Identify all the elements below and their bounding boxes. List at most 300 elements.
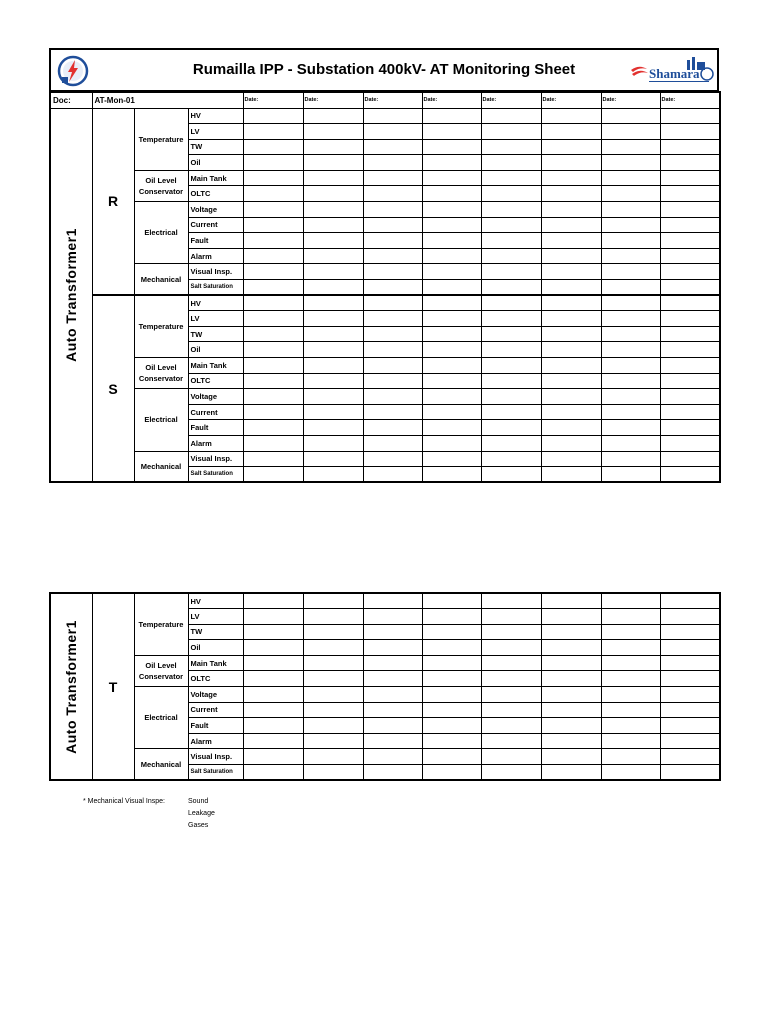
data-cell[interactable] <box>601 155 660 171</box>
date-header[interactable]: Date: <box>422 92 481 108</box>
data-cell[interactable] <box>541 624 601 640</box>
data-cell[interactable] <box>243 358 303 374</box>
data-cell[interactable] <box>601 280 660 296</box>
data-cell[interactable] <box>303 593 363 609</box>
data-cell[interactable] <box>363 202 422 218</box>
data-cell[interactable] <box>541 687 601 703</box>
data-cell[interactable] <box>601 389 660 405</box>
data-cell[interactable] <box>660 170 720 186</box>
data-cell[interactable] <box>481 593 541 609</box>
data-cell[interactable] <box>363 155 422 171</box>
data-cell[interactable] <box>481 467 541 483</box>
data-cell[interactable] <box>660 311 720 327</box>
data-cell[interactable] <box>422 624 481 640</box>
data-cell[interactable] <box>660 671 720 687</box>
category-electrical: Electrical <box>134 389 188 451</box>
data-cell[interactable] <box>243 765 303 781</box>
data-cell[interactable] <box>422 373 481 389</box>
data-cell[interactable] <box>363 217 422 233</box>
data-cell[interactable] <box>303 765 363 781</box>
data-cell[interactable] <box>481 702 541 718</box>
data-cell[interactable] <box>303 311 363 327</box>
data-cell[interactable] <box>243 264 303 280</box>
data-cell[interactable] <box>243 342 303 358</box>
data-cell[interactable] <box>422 671 481 687</box>
data-cell[interactable] <box>481 687 541 703</box>
data-cell[interactable] <box>363 593 422 609</box>
data-cell[interactable] <box>660 420 720 436</box>
data-cell[interactable] <box>660 718 720 734</box>
data-cell[interactable] <box>541 217 601 233</box>
data-cell[interactable] <box>422 451 481 467</box>
data-cell[interactable] <box>481 233 541 249</box>
data-cell[interactable] <box>481 655 541 671</box>
date-header[interactable]: Date: <box>243 92 303 108</box>
data-cell[interactable] <box>541 749 601 765</box>
data-cell[interactable] <box>601 373 660 389</box>
data-cell[interactable] <box>601 358 660 374</box>
data-cell[interactable] <box>601 264 660 280</box>
data-cell[interactable] <box>303 687 363 703</box>
data-cell[interactable] <box>303 435 363 451</box>
data-cell[interactable] <box>422 124 481 140</box>
data-cell[interactable] <box>481 404 541 420</box>
data-cell[interactable] <box>243 108 303 124</box>
data-cell[interactable] <box>422 248 481 264</box>
data-cell[interactable] <box>303 186 363 202</box>
data-cell[interactable] <box>243 609 303 625</box>
data-cell[interactable] <box>481 295 541 311</box>
category-oil-level: Oil Level Conservator <box>134 358 188 389</box>
data-cell[interactable] <box>481 733 541 749</box>
data-cell[interactable] <box>481 342 541 358</box>
data-cell[interactable] <box>363 733 422 749</box>
data-cell[interactable] <box>601 311 660 327</box>
data-cell[interactable] <box>601 671 660 687</box>
data-cell[interactable] <box>363 655 422 671</box>
data-cell[interactable] <box>303 217 363 233</box>
data-cell[interactable] <box>660 295 720 311</box>
data-cell[interactable] <box>660 640 720 656</box>
data-cell[interactable] <box>541 108 601 124</box>
data-cell[interactable] <box>363 186 422 202</box>
data-cell[interactable] <box>303 404 363 420</box>
data-cell[interactable] <box>660 280 720 296</box>
data-cell[interactable] <box>303 451 363 467</box>
data-cell[interactable] <box>363 139 422 155</box>
data-cell[interactable] <box>363 264 422 280</box>
data-cell[interactable] <box>601 202 660 218</box>
data-cell[interactable] <box>303 358 363 374</box>
date-header[interactable]: Date: <box>541 92 601 108</box>
data-cell[interactable] <box>541 640 601 656</box>
data-cell[interactable] <box>660 233 720 249</box>
data-cell[interactable] <box>243 186 303 202</box>
data-cell[interactable] <box>243 451 303 467</box>
data-cell[interactable] <box>243 467 303 483</box>
data-cell[interactable] <box>541 202 601 218</box>
data-cell[interactable] <box>363 124 422 140</box>
data-cell[interactable] <box>422 765 481 781</box>
data-cell[interactable] <box>243 671 303 687</box>
data-cell[interactable] <box>660 202 720 218</box>
data-cell[interactable] <box>422 655 481 671</box>
data-cell[interactable] <box>601 593 660 609</box>
data-cell[interactable] <box>660 749 720 765</box>
data-cell[interactable] <box>541 233 601 249</box>
data-cell[interactable] <box>422 217 481 233</box>
data-cell[interactable] <box>481 358 541 374</box>
data-cell[interactable] <box>243 435 303 451</box>
date-header[interactable]: Date: <box>363 92 422 108</box>
data-cell[interactable] <box>363 358 422 374</box>
data-cell[interactable] <box>541 155 601 171</box>
data-cell[interactable] <box>363 108 422 124</box>
data-cell[interactable] <box>601 687 660 703</box>
data-cell[interactable] <box>243 749 303 765</box>
data-cell[interactable] <box>601 124 660 140</box>
data-cell[interactable] <box>363 233 422 249</box>
data-cell[interactable] <box>422 326 481 342</box>
data-cell[interactable] <box>660 217 720 233</box>
data-cell[interactable] <box>601 108 660 124</box>
data-cell[interactable] <box>303 170 363 186</box>
data-cell[interactable] <box>363 373 422 389</box>
data-cell[interactable] <box>363 420 422 436</box>
data-cell[interactable] <box>422 749 481 765</box>
data-cell[interactable] <box>601 295 660 311</box>
data-cell[interactable] <box>303 233 363 249</box>
data-cell[interactable] <box>541 280 601 296</box>
data-cell[interactable] <box>660 687 720 703</box>
data-cell[interactable] <box>481 389 541 405</box>
data-cell[interactable] <box>601 404 660 420</box>
data-cell[interactable] <box>660 326 720 342</box>
data-cell[interactable] <box>481 108 541 124</box>
data-cell[interactable] <box>243 326 303 342</box>
data-cell[interactable] <box>481 280 541 296</box>
data-cell[interactable] <box>363 671 422 687</box>
data-cell[interactable] <box>601 451 660 467</box>
data-cell[interactable] <box>243 124 303 140</box>
data-cell[interactable] <box>303 655 363 671</box>
data-cell[interactable] <box>541 248 601 264</box>
data-cell[interactable] <box>601 718 660 734</box>
data-cell[interactable] <box>243 311 303 327</box>
data-cell[interactable] <box>481 155 541 171</box>
data-cell[interactable] <box>601 342 660 358</box>
data-cell[interactable] <box>303 702 363 718</box>
data-cell[interactable] <box>541 124 601 140</box>
data-cell[interactable] <box>481 124 541 140</box>
data-cell[interactable] <box>422 420 481 436</box>
data-cell[interactable] <box>363 435 422 451</box>
data-cell[interactable] <box>481 624 541 640</box>
date-header[interactable]: Date: <box>601 92 660 108</box>
data-cell[interactable] <box>363 467 422 483</box>
data-cell[interactable] <box>422 108 481 124</box>
data-cell[interactable] <box>303 640 363 656</box>
data-cell[interactable] <box>601 217 660 233</box>
data-cell[interactable] <box>541 264 601 280</box>
data-cell[interactable] <box>660 389 720 405</box>
data-cell[interactable] <box>541 358 601 374</box>
data-cell[interactable] <box>601 248 660 264</box>
data-cell[interactable] <box>481 248 541 264</box>
data-cell[interactable] <box>541 170 601 186</box>
date-header[interactable]: Date: <box>303 92 363 108</box>
data-cell[interactable] <box>303 467 363 483</box>
data-cell[interactable] <box>243 248 303 264</box>
data-cell[interactable] <box>422 139 481 155</box>
data-cell[interactable] <box>541 435 601 451</box>
data-cell[interactable] <box>303 326 363 342</box>
data-cell[interactable] <box>541 655 601 671</box>
data-cell[interactable] <box>541 186 601 202</box>
data-cell[interactable] <box>303 373 363 389</box>
data-cell[interactable] <box>481 749 541 765</box>
data-cell[interactable] <box>660 609 720 625</box>
data-cell[interactable] <box>243 640 303 656</box>
data-cell[interactable] <box>541 389 601 405</box>
data-cell[interactable] <box>243 389 303 405</box>
data-cell[interactable] <box>660 124 720 140</box>
data-cell[interactable] <box>601 186 660 202</box>
data-cell[interactable] <box>422 186 481 202</box>
data-cell[interactable] <box>303 139 363 155</box>
data-cell[interactable] <box>422 295 481 311</box>
data-cell[interactable] <box>481 718 541 734</box>
data-cell[interactable] <box>541 467 601 483</box>
data-cell[interactable] <box>243 373 303 389</box>
data-cell[interactable] <box>363 342 422 358</box>
data-cell[interactable] <box>363 609 422 625</box>
data-cell[interactable] <box>481 420 541 436</box>
data-cell[interactable] <box>363 280 422 296</box>
data-cell[interactable] <box>363 702 422 718</box>
data-cell[interactable] <box>303 609 363 625</box>
date-header[interactable]: Date: <box>660 92 720 108</box>
data-cell[interactable] <box>541 295 601 311</box>
param-salt-saturation: Salt Saturation <box>188 765 243 781</box>
data-cell[interactable] <box>601 326 660 342</box>
data-cell[interactable] <box>541 420 601 436</box>
data-cell[interactable] <box>243 233 303 249</box>
data-cell[interactable] <box>422 593 481 609</box>
data-cell[interactable] <box>422 233 481 249</box>
data-cell[interactable] <box>422 311 481 327</box>
data-cell[interactable] <box>422 170 481 186</box>
data-cell[interactable] <box>660 655 720 671</box>
data-cell[interactable] <box>303 280 363 296</box>
data-cell[interactable] <box>541 702 601 718</box>
data-cell[interactable] <box>601 624 660 640</box>
data-cell[interactable] <box>601 233 660 249</box>
data-cell[interactable] <box>303 342 363 358</box>
data-cell[interactable] <box>422 435 481 451</box>
data-cell[interactable] <box>601 139 660 155</box>
data-cell[interactable] <box>422 389 481 405</box>
data-cell[interactable] <box>541 671 601 687</box>
data-cell[interactable] <box>422 404 481 420</box>
data-cell[interactable] <box>601 435 660 451</box>
data-cell[interactable] <box>422 702 481 718</box>
data-cell[interactable] <box>243 295 303 311</box>
data-cell[interactable] <box>422 264 481 280</box>
data-cell[interactable] <box>541 373 601 389</box>
data-cell[interactable] <box>303 624 363 640</box>
data-cell[interactable] <box>363 687 422 703</box>
data-cell[interactable] <box>303 420 363 436</box>
data-cell[interactable] <box>303 264 363 280</box>
data-cell[interactable] <box>481 671 541 687</box>
data-cell[interactable] <box>243 718 303 734</box>
data-cell[interactable] <box>303 202 363 218</box>
data-cell[interactable] <box>660 404 720 420</box>
data-cell[interactable] <box>363 718 422 734</box>
data-cell[interactable] <box>660 248 720 264</box>
data-cell[interactable] <box>660 733 720 749</box>
data-cell[interactable] <box>303 389 363 405</box>
data-cell[interactable] <box>422 687 481 703</box>
data-cell[interactable] <box>481 139 541 155</box>
data-cell[interactable] <box>481 435 541 451</box>
data-cell[interactable] <box>541 404 601 420</box>
data-cell[interactable] <box>243 170 303 186</box>
data-cell[interactable] <box>541 609 601 625</box>
data-cell[interactable] <box>660 467 720 483</box>
data-cell[interactable] <box>601 609 660 625</box>
data-cell[interactable] <box>660 451 720 467</box>
data-cell[interactable] <box>601 655 660 671</box>
data-cell[interactable] <box>481 264 541 280</box>
data-cell[interactable] <box>422 358 481 374</box>
data-cell[interactable] <box>601 749 660 765</box>
data-cell[interactable] <box>660 186 720 202</box>
data-cell[interactable] <box>422 155 481 171</box>
data-cell[interactable] <box>303 671 363 687</box>
data-cell[interactable] <box>243 202 303 218</box>
data-cell[interactable] <box>422 609 481 625</box>
data-cell[interactable] <box>363 404 422 420</box>
data-cell[interactable] <box>243 420 303 436</box>
data-cell[interactable] <box>303 155 363 171</box>
data-cell[interactable] <box>481 640 541 656</box>
data-cell[interactable] <box>601 467 660 483</box>
data-cell[interactable] <box>541 342 601 358</box>
data-cell[interactable] <box>541 593 601 609</box>
data-cell[interactable] <box>481 186 541 202</box>
data-cell[interactable] <box>660 765 720 781</box>
data-cell[interactable] <box>481 609 541 625</box>
data-cell[interactable] <box>601 733 660 749</box>
data-cell[interactable] <box>541 733 601 749</box>
data-cell[interactable] <box>363 311 422 327</box>
data-cell[interactable] <box>363 389 422 405</box>
data-cell[interactable] <box>481 326 541 342</box>
data-cell[interactable] <box>243 217 303 233</box>
data-cell[interactable] <box>243 733 303 749</box>
data-cell[interactable] <box>601 765 660 781</box>
data-cell[interactable] <box>303 295 363 311</box>
data-cell[interactable] <box>481 217 541 233</box>
data-cell[interactable] <box>243 702 303 718</box>
data-cell[interactable] <box>481 451 541 467</box>
data-cell[interactable] <box>422 342 481 358</box>
data-cell[interactable] <box>303 108 363 124</box>
data-cell[interactable] <box>243 404 303 420</box>
data-cell[interactable] <box>541 718 601 734</box>
data-cell[interactable] <box>243 624 303 640</box>
data-cell[interactable] <box>481 311 541 327</box>
data-cell[interactable] <box>601 170 660 186</box>
data-cell[interactable] <box>541 326 601 342</box>
data-cell[interactable] <box>363 640 422 656</box>
data-cell[interactable] <box>303 248 363 264</box>
data-cell[interactable] <box>541 451 601 467</box>
data-cell[interactable] <box>601 420 660 436</box>
data-cell[interactable] <box>481 202 541 218</box>
data-cell[interactable] <box>363 765 422 781</box>
data-cell[interactable] <box>541 139 601 155</box>
data-cell[interactable] <box>363 624 422 640</box>
data-cell[interactable] <box>660 624 720 640</box>
data-cell[interactable] <box>660 702 720 718</box>
data-cell[interactable] <box>363 749 422 765</box>
data-cell[interactable] <box>660 593 720 609</box>
data-cell[interactable] <box>660 435 720 451</box>
data-cell[interactable] <box>481 373 541 389</box>
data-cell[interactable] <box>243 139 303 155</box>
data-cell[interactable] <box>422 640 481 656</box>
data-cell[interactable] <box>243 655 303 671</box>
data-cell[interactable] <box>541 765 601 781</box>
data-cell[interactable] <box>363 248 422 264</box>
data-cell[interactable] <box>363 295 422 311</box>
data-cell[interactable] <box>660 264 720 280</box>
data-cell[interactable] <box>660 139 720 155</box>
data-cell[interactable] <box>422 202 481 218</box>
data-cell[interactable] <box>243 280 303 296</box>
data-cell[interactable] <box>660 108 720 124</box>
data-cell[interactable] <box>660 373 720 389</box>
data-cell[interactable] <box>660 155 720 171</box>
data-cell[interactable] <box>303 718 363 734</box>
data-cell[interactable] <box>481 765 541 781</box>
date-header[interactable]: Date: <box>481 92 541 108</box>
data-cell[interactable] <box>601 640 660 656</box>
data-cell[interactable] <box>243 593 303 609</box>
data-cell[interactable] <box>363 451 422 467</box>
data-cell[interactable] <box>422 718 481 734</box>
data-cell[interactable] <box>243 687 303 703</box>
param-current: Current <box>188 404 243 420</box>
data-cell[interactable] <box>422 467 481 483</box>
data-cell[interactable] <box>481 170 541 186</box>
data-cell[interactable] <box>303 124 363 140</box>
data-cell[interactable] <box>422 280 481 296</box>
data-cell[interactable] <box>363 170 422 186</box>
data-cell[interactable] <box>541 311 601 327</box>
data-cell[interactable] <box>601 702 660 718</box>
data-cell[interactable] <box>660 358 720 374</box>
data-cell[interactable] <box>303 749 363 765</box>
data-cell[interactable] <box>243 155 303 171</box>
data-cell[interactable] <box>363 326 422 342</box>
data-cell[interactable] <box>303 733 363 749</box>
data-cell[interactable] <box>422 733 481 749</box>
data-cell[interactable] <box>660 342 720 358</box>
